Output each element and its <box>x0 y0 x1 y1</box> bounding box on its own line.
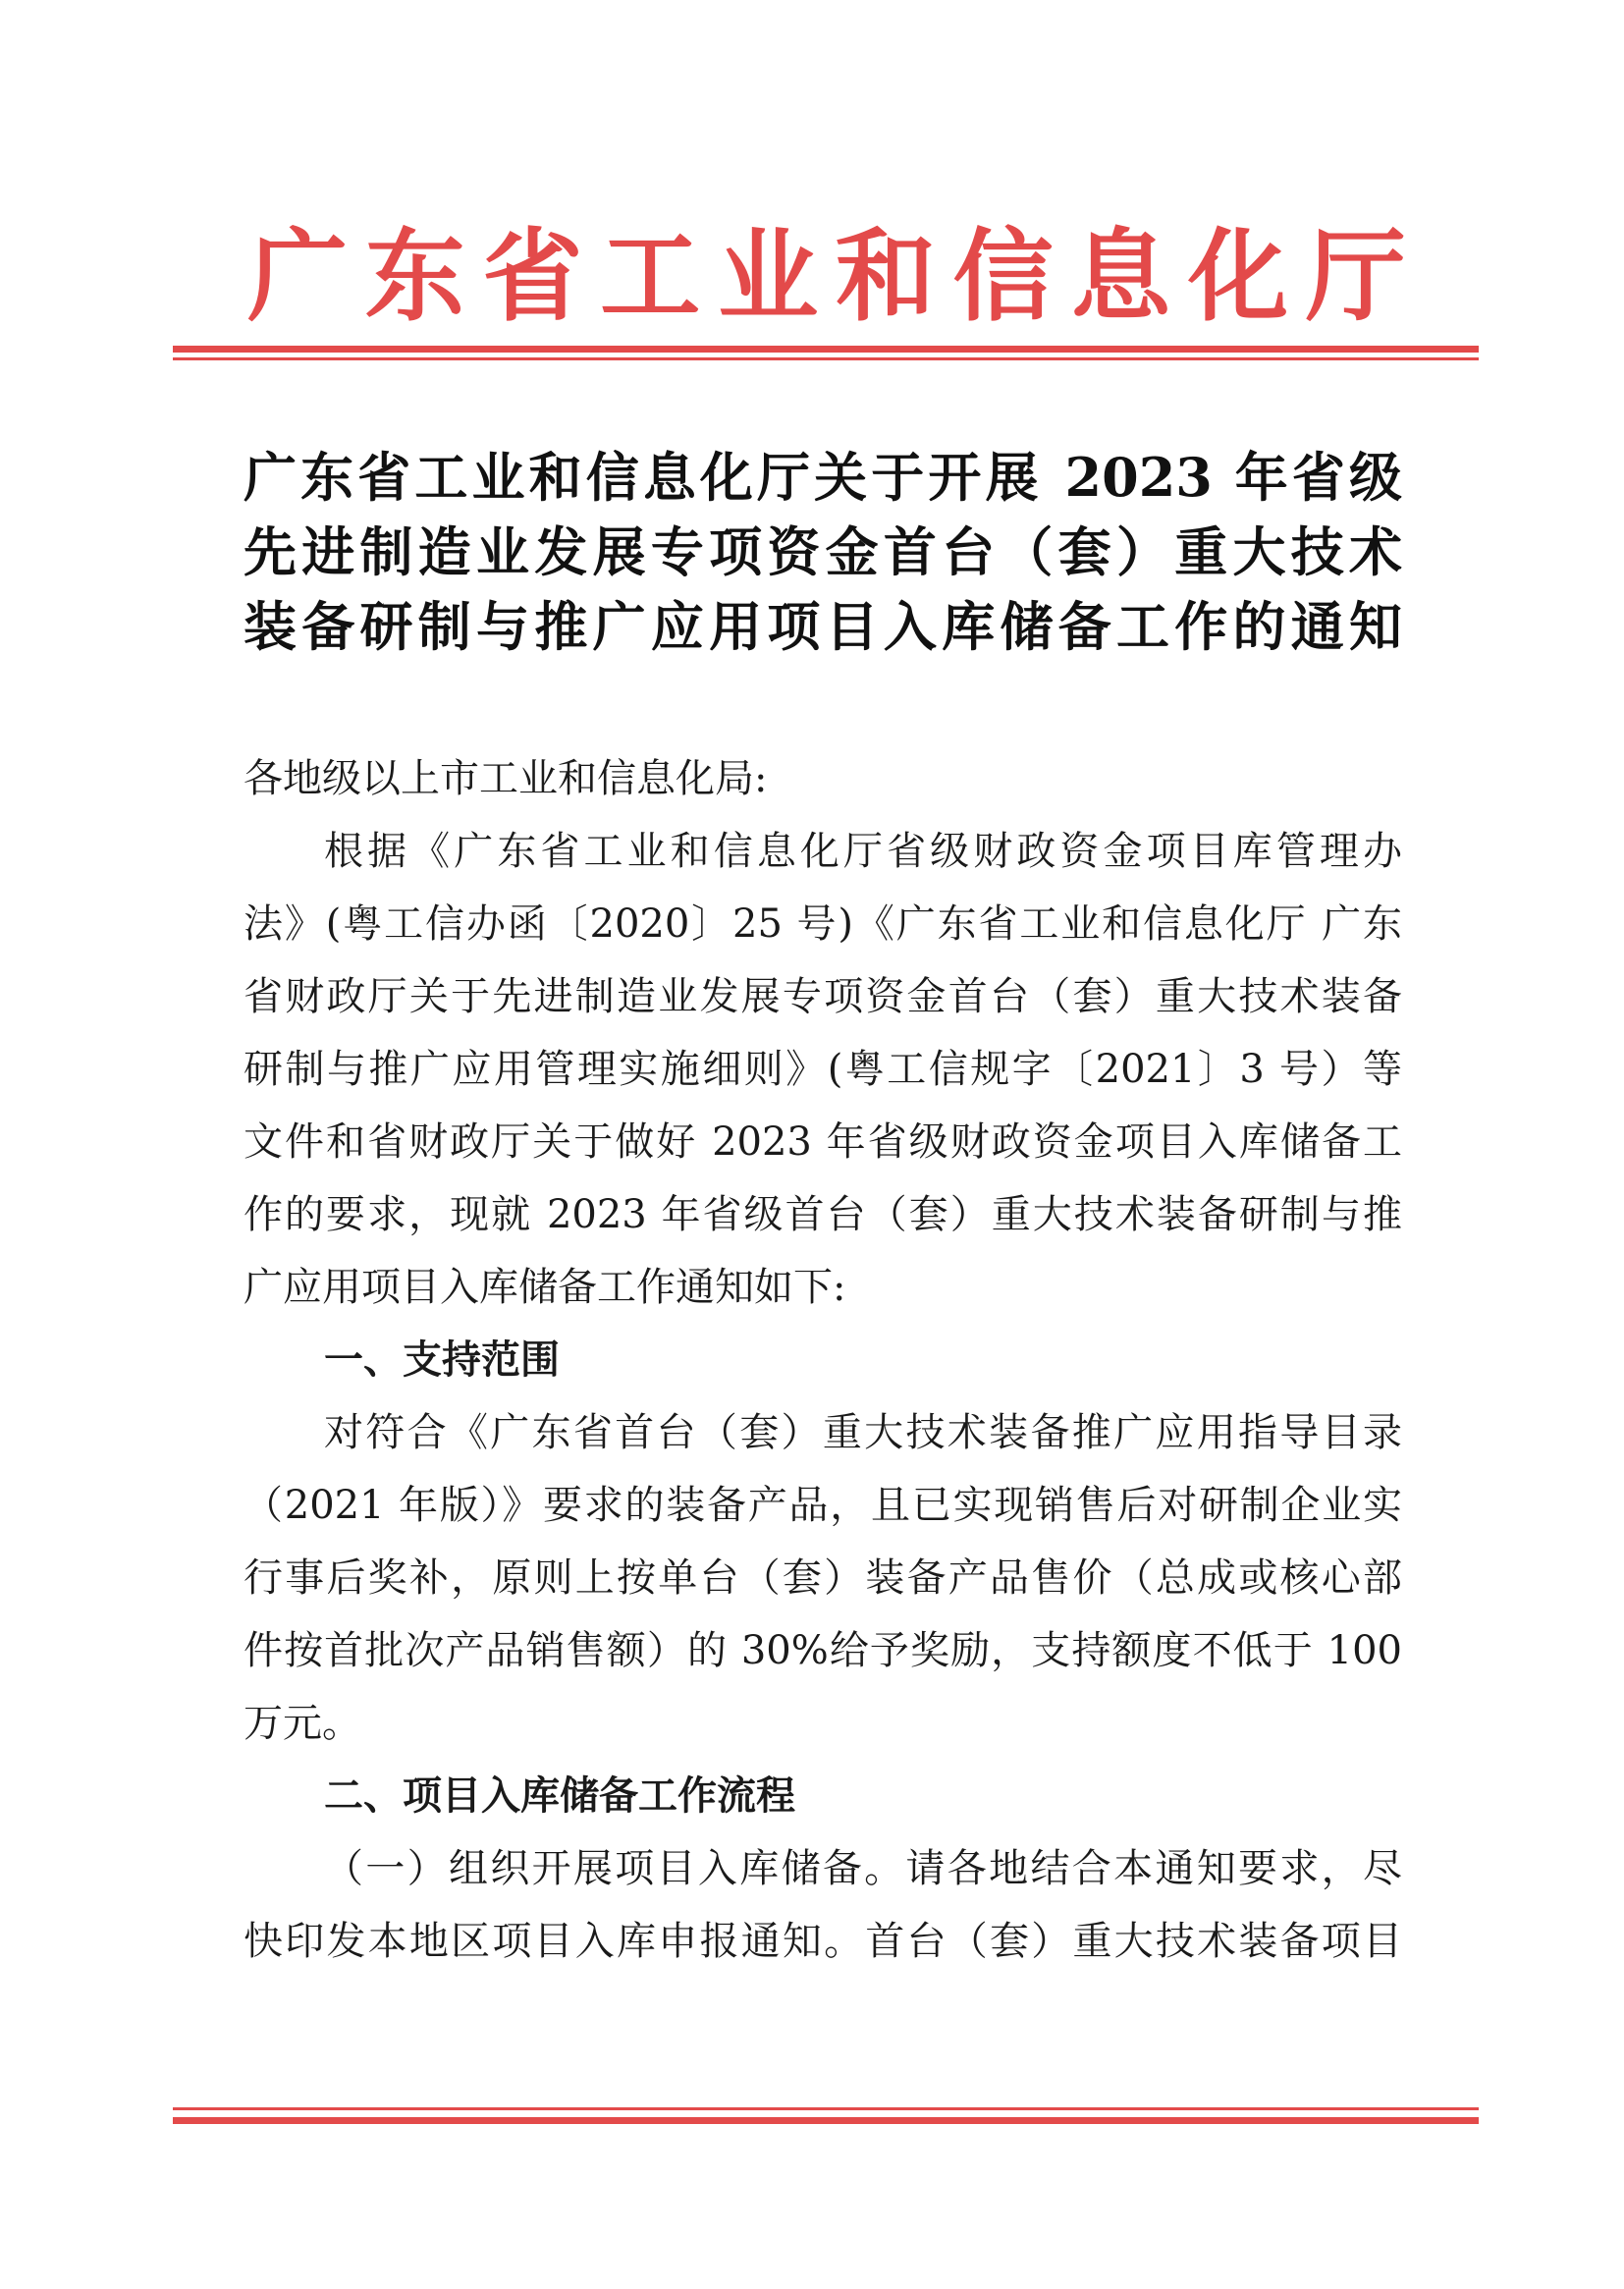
masthead-char: 信 <box>952 218 1054 336</box>
masthead-char: 厅 <box>1305 218 1406 336</box>
intro-line: 作的要求，现就 2023 年省级首台（套）重大技术装备研制与推 <box>244 1192 1402 1237</box>
intro-line: 法》(粤工信办函〔2020〕25 号)《广东省工业和信息化厅 广东 <box>244 901 1402 947</box>
intro-line: 文件和省财政厅关于做好 2023 年省级财政资金项目入库储备工 <box>244 1119 1402 1165</box>
masthead-char: 和 <box>835 218 936 336</box>
title-line: 广东省工业和信息化厅关于开展 2023 年省级 <box>244 446 1402 509</box>
footer-red-rule-thin <box>173 2107 1479 2110</box>
header-red-rule-thin <box>173 357 1479 360</box>
masthead-char: 工 <box>600 218 701 336</box>
title-line: 先进制造业发展专项资金首台（套）重大技术 <box>244 520 1402 583</box>
intro-line: 广应用项目入库储备工作通知如下: <box>244 1265 846 1310</box>
header-red-rule-thick <box>173 346 1479 353</box>
title-line: 装备研制与推广应用项目入库储备工作的通知 <box>244 595 1402 658</box>
section-heading: 二、项目入库储备工作流程 <box>324 1773 795 1819</box>
intro-line: 根据《广东省工业和信息化厅省级财政资金项目库管理办 <box>324 829 1402 874</box>
document-title <box>244 440 1402 664</box>
section1-line: 万元。 <box>244 1701 361 1746</box>
issuing-authority-masthead <box>247 218 1406 336</box>
salutation: 各地级以上市工业和信息化局: <box>244 756 768 801</box>
document-body <box>244 742 1402 1978</box>
masthead-char: 广 <box>247 218 348 336</box>
section1-line: 对符合《广东省首台（套）重大技术装备推广应用指导目录 <box>324 1410 1402 1455</box>
masthead-char: 化 <box>1188 218 1289 336</box>
intro-line: 研制与推广应用管理实施细则》(粤工信规字〔2021〕3 号）等 <box>244 1047 1402 1092</box>
section1-line: 件按首批次产品销售额）的 30%给予奖励，支持额度不低于 100 <box>244 1628 1402 1673</box>
section2-line: （一）组织开展项目入库储备。请各地结合本通知要求，尽 <box>324 1846 1402 1891</box>
footer-red-rule-thick <box>173 2117 1479 2124</box>
intro-line: 省财政厅关于先进制造业发展专项资金首台（套）重大技术装备 <box>244 974 1402 1019</box>
section1-line: 行事后奖补，原则上按单台（套）装备产品售价（总成或核心部 <box>244 1555 1402 1601</box>
masthead-char: 息 <box>1070 218 1171 336</box>
masthead-char: 业 <box>718 218 819 336</box>
section1-line: （2021 年版）》要求的装备产品，且已实现销售后对研制企业实 <box>244 1483 1402 1528</box>
masthead-char: 东 <box>364 218 465 336</box>
section-heading: 一、支持范围 <box>324 1337 560 1383</box>
section2-line: 快印发本地区项目入库申报通知。首台（套）重大技术装备项目 <box>244 1919 1402 1964</box>
masthead-char: 省 <box>482 218 583 336</box>
